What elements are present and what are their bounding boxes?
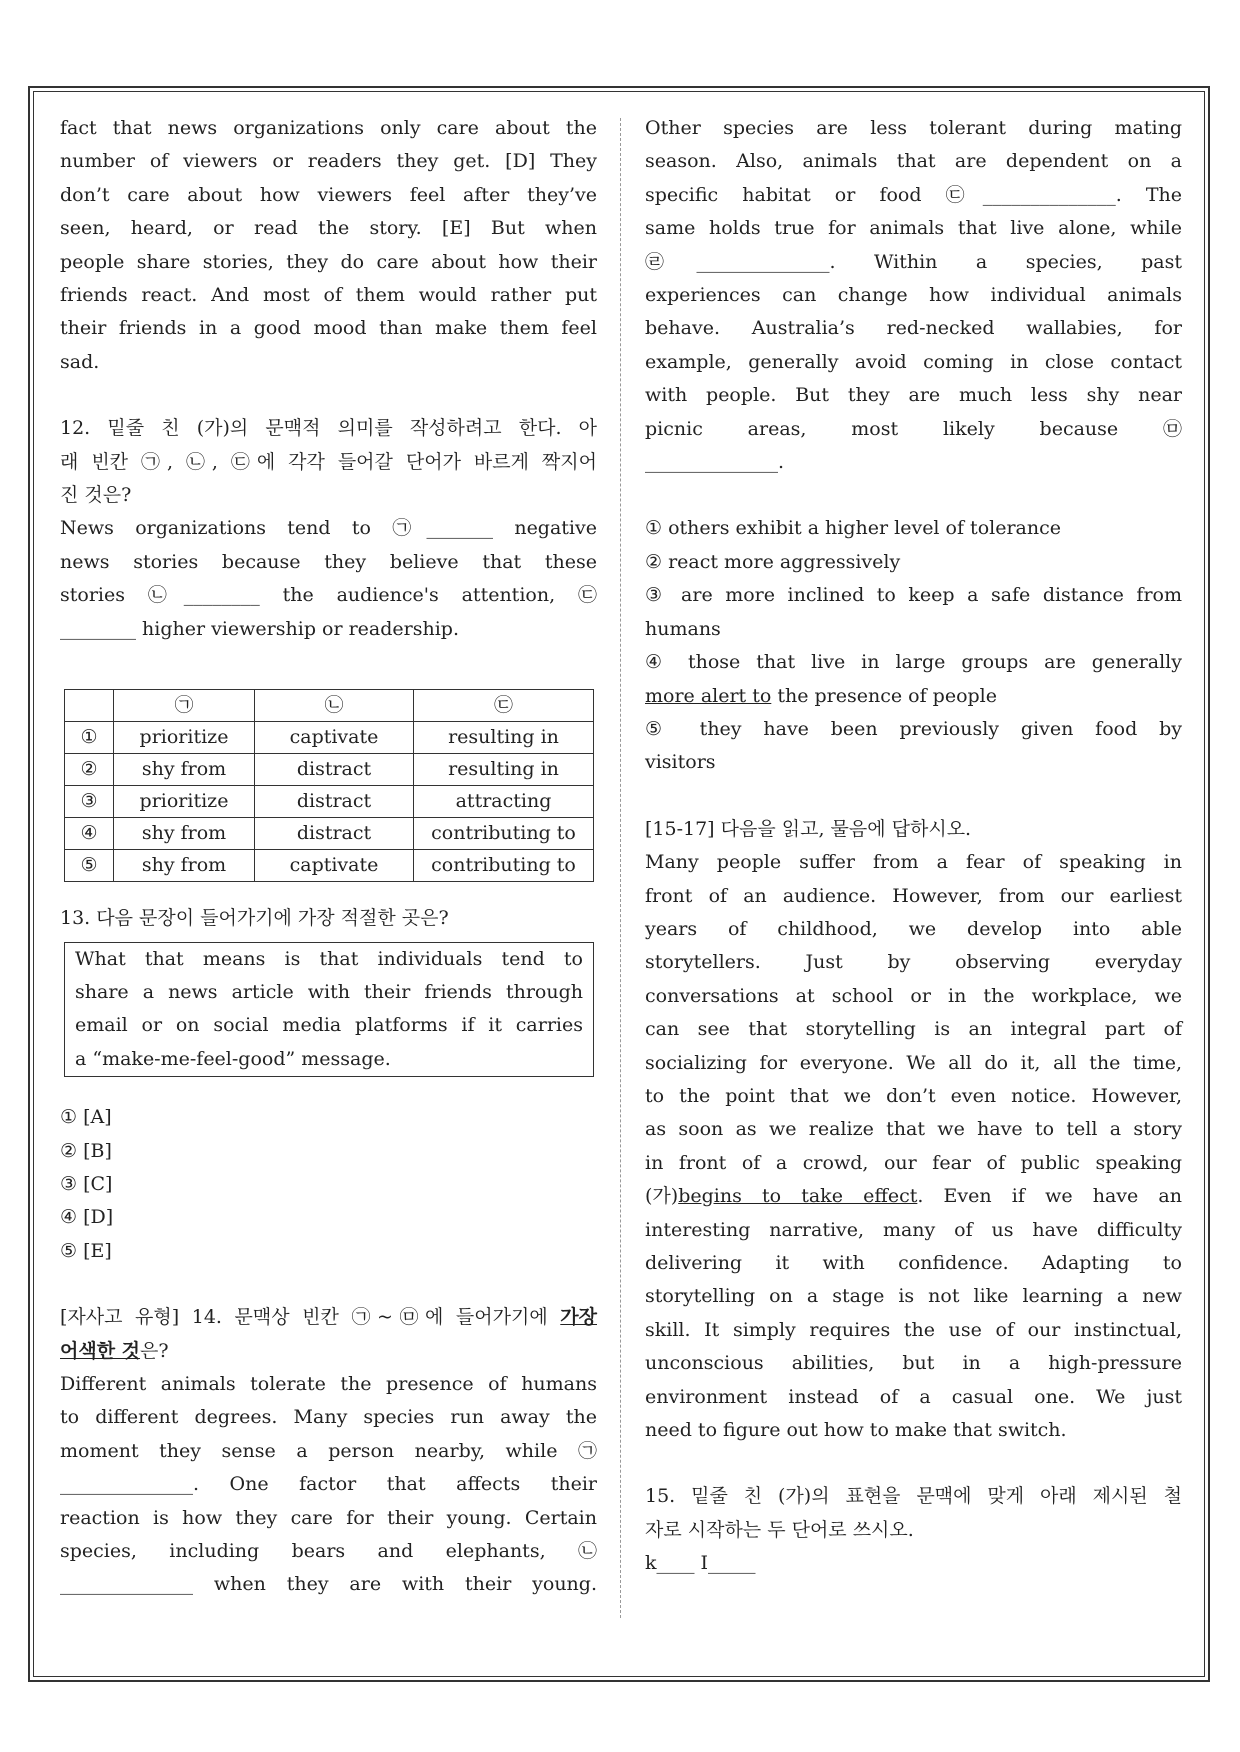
passage-line: (가)begins to take effect. Even if we have an [645, 1185, 1182, 1208]
passage-line: in front of a crowd, our fear of public speaking [645, 1151, 1182, 1174]
table-row [65, 850, 594, 882]
question-14-options [645, 512, 1182, 779]
table-header-cell [65, 690, 114, 722]
table-cell: distract [255, 754, 414, 786]
passage-line: ______________ when they are with their young. [60, 1573, 597, 1596]
passage-line: picnic areas, most likely because ㉤ [645, 417, 1182, 440]
passage-line: storytelling on a stage is not like learning a new [645, 1285, 1182, 1308]
table-cell: ④ [65, 818, 114, 850]
box-line: share a news article with their friends through [75, 980, 583, 1003]
question-text: 15. 밑줄 친 (가)의 표현을 문맥에 맞게 아래 제시된 철 [645, 1485, 1182, 1508]
box-line: email or on social media platforms if it carries [75, 1014, 583, 1037]
column-divider [620, 118, 621, 1618]
table-cell: resulting in [414, 754, 594, 786]
passage-line: same holds true for animals that live alone, while [645, 217, 1182, 240]
passage-line: Other species are less tolerant during mating [645, 117, 1182, 139]
passage-line: need to figure out how to make that switch. [645, 1419, 1067, 1442]
table-cell: ③ [65, 786, 114, 818]
question-text: 진 것은? [60, 484, 132, 507]
passage-line: front of an audience. However, from our earliest [645, 884, 1182, 907]
option[interactable]: ④ [D] [60, 1206, 114, 1229]
table-cell: prioritize [114, 786, 255, 818]
option[interactable]: ② react more aggressively [645, 550, 901, 573]
question-text: [자사고 유형] 14. 문맥상 빈칸 ㉠~㉤에 들어가기에 가장 [60, 1306, 597, 1329]
table-cell: ⑤ [65, 850, 114, 882]
table-cell: ① [65, 722, 114, 754]
table-cell: distract [255, 786, 414, 818]
passage-line: example, generally avoid coming in close contact [645, 350, 1182, 373]
passage-15-17 [645, 813, 1182, 1448]
table-cell: attracting [414, 786, 594, 818]
table-cell: distract [255, 818, 414, 850]
text-line: sad. [60, 350, 100, 373]
passage-line: Many people suffer from a fear of speaking in [645, 851, 1182, 874]
right-column [645, 112, 1182, 1581]
option-continued: visitors [645, 751, 716, 774]
table-cell: captivate [255, 722, 414, 754]
text-line: don’t care about how viewers feel after they’ve [60, 183, 597, 206]
passage-line: as soon as we realize that we have to tell a story [645, 1118, 1182, 1141]
text-line: people share stories, they do care about how their [60, 250, 597, 273]
text-line: their friends in a good mood than make them feel [60, 317, 597, 340]
option-continued: humans [645, 617, 721, 640]
summary-line: News organizations tend to ㉠_______ negative [60, 517, 597, 540]
answer-hint[interactable]: k____ I_____ [645, 1552, 756, 1575]
summary-line: ________ higher viewership or readership. [60, 617, 459, 640]
table-header-cell: ㉢ [414, 690, 594, 722]
box-line: a “make-me-feel-good” message. [75, 1047, 391, 1070]
option[interactable]: ① others exhibit a higher level of tolerance [645, 517, 1061, 540]
text-line: seen, heard, or read the story. [E] But when [60, 217, 597, 240]
passage-line: delivering it with confidence. Adapting to [645, 1252, 1182, 1274]
question-14-passage-continued [645, 112, 1182, 479]
box-line: What that means is that individuals tend to [75, 947, 583, 970]
table-row [65, 722, 594, 754]
question-text: 자로 시작하는 두 단어로 쓰시오. [645, 1518, 914, 1541]
passage-line: reaction is how they care for their young. Certain [60, 1506, 597, 1529]
text-line: friends react. And most of them would rather put [60, 284, 597, 307]
table-cell: ② [65, 754, 114, 786]
question-13 [60, 902, 597, 1268]
question-14 [60, 1301, 597, 1602]
passage-line: ______________. One factor that affects their [60, 1473, 597, 1496]
option[interactable]: ③ [C] [60, 1172, 113, 1195]
table-cell: shy from [114, 754, 255, 786]
passage-line: experiences can change how individual animals [645, 284, 1182, 307]
passage-line: skill. It simply requires the use of our instinctual, [645, 1318, 1182, 1341]
underlined-phrase-ga: begins to take effect [678, 1185, 918, 1208]
insert-sentence-box [64, 942, 594, 1078]
table-cell: shy from [114, 850, 255, 882]
question-text: 어색한 것은? [60, 1339, 169, 1362]
passage-line: unconscious abilities, but in a high-pressure [645, 1352, 1182, 1375]
question-12 [60, 412, 597, 882]
question-text: 12. 밑줄 친 (가)의 문맥적 의미를 작성하려고 한다. 아 [60, 417, 597, 440]
option-continued: more alert to the presence of people [645, 684, 997, 707]
passage-line: ______________. [645, 451, 785, 474]
text-line: fact that news organizations only care about the [60, 117, 597, 139]
table-header-row [65, 690, 594, 722]
table-cell: shy from [114, 818, 255, 850]
passage-line: Different animals tolerate the presence of humans [60, 1372, 597, 1395]
passage-line: to the point that we don’t even notice. However, [645, 1084, 1182, 1107]
table-row [65, 754, 594, 786]
passage-line: years of childhood, we develop into able [645, 917, 1182, 940]
option[interactable]: ③ are more inclined to keep a safe distance from [645, 584, 1182, 607]
table-cell: contributing to [414, 850, 594, 882]
table-header-cell: ㉡ [255, 690, 414, 722]
passage-line: with people. But they are much less shy near [645, 384, 1182, 407]
table-cell: contributing to [414, 818, 594, 850]
option[interactable]: ② [B] [60, 1139, 112, 1162]
left-column [60, 112, 597, 1602]
passage-line: season. Also, animals that are dependent on a [645, 150, 1182, 173]
table-cell: prioritize [114, 722, 255, 754]
passage-line: environment instead of a casual one. We just [645, 1385, 1182, 1408]
passage-line: interesting narrative, many of us have difficulty [645, 1218, 1182, 1241]
passage-line: conversations at school or in the workplace, we [645, 984, 1182, 1007]
table-cell: resulting in [414, 722, 594, 754]
passage-line: moment they sense a person nearby, while ㉠ [60, 1439, 597, 1462]
summary-line: stories ㉡________ the audience's attention, ㉢ [60, 584, 597, 607]
table-row [65, 786, 594, 818]
option[interactable]: ① [A] [60, 1106, 112, 1129]
passage-line: ㉣______________. Within a species, past [645, 250, 1182, 273]
answer-table [64, 689, 594, 882]
text-line: number of viewers or readers they get. [D] They [60, 150, 597, 173]
passage-line: species, including bears and elephants, ㉡ [60, 1540, 597, 1562]
question-text: 래 빈칸 ㉠, ㉡, ㉢에 각각 들어갈 단어가 바르게 짝지어 [60, 450, 597, 473]
passage-line: specific habitat or food ㉢______________. The [645, 183, 1182, 206]
passage-line: behave. Australia’s red-necked wallabies, for [645, 317, 1182, 340]
table-cell: captivate [255, 850, 414, 882]
option[interactable]: ⑤ they have been previously given food by [645, 717, 1182, 740]
question-text: 13. 다음 문장이 들어가기에 가장 적절한 곳은? [60, 907, 449, 930]
summary-line: news stories because they believe that these [60, 550, 597, 573]
table-header-cell: ㉠ [114, 690, 255, 722]
question-15 [645, 1480, 1182, 1580]
option[interactable]: ⑤ [E] [60, 1239, 112, 1262]
passage-line: to different degrees. Many species run away the [60, 1406, 597, 1429]
passage-line: socializing for everyone. We all do it, all the time, [645, 1051, 1182, 1074]
passage-line: can see that storytelling is an integral part of [645, 1018, 1182, 1041]
passage-line: storytellers. Just by observing everyday [645, 951, 1182, 974]
table-row [65, 818, 594, 850]
section-header: [15-17] 다음을 읽고, 물음에 답하시오. [645, 817, 972, 840]
option[interactable]: ④ those that live in large groups are generally [645, 651, 1182, 674]
passage-end [60, 112, 597, 379]
